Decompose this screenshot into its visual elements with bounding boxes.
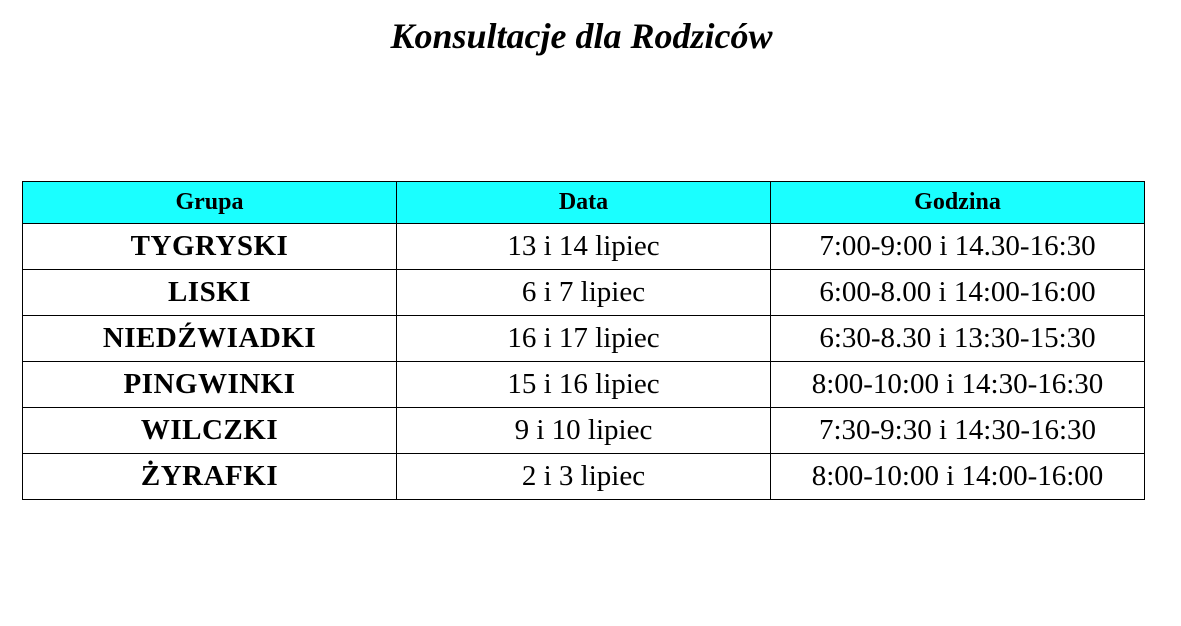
column-header-hours: Godzina (771, 182, 1145, 224)
hours-cell: 6:30-8.30 i 13:30-15:30 (771, 316, 1145, 362)
hours-cell: 7:30-9:30 i 14:30-16:30 (771, 408, 1145, 454)
table-row (23, 224, 1145, 270)
group-cell: NIEDŹWIADKI (23, 316, 397, 362)
table-row (23, 270, 1145, 316)
date-cell: 16 i 17 lipiec (397, 316, 771, 362)
group-cell: ŻYRAFKI (23, 454, 397, 500)
table-header-row (23, 182, 1145, 224)
group-cell: TYGRYSKI (23, 224, 397, 270)
date-cell: 13 i 14 lipiec (397, 224, 771, 270)
hours-cell: 8:00-10:00 i 14:00-16:00 (771, 454, 1145, 500)
date-cell: 9 i 10 lipiec (397, 408, 771, 454)
consultation-table (22, 181, 1145, 500)
date-cell: 15 i 16 lipiec (397, 362, 771, 408)
group-cell: PINGWINKI (23, 362, 397, 408)
hours-cell: 6:00-8.00 i 14:00-16:00 (771, 270, 1145, 316)
table-row (23, 454, 1145, 500)
group-cell: LISKI (23, 270, 397, 316)
date-cell: 2 i 3 lipiec (397, 454, 771, 500)
hours-cell: 7:00-9:00 i 14.30-16:30 (771, 224, 1145, 270)
date-cell: 6 i 7 lipiec (397, 270, 771, 316)
table-row (23, 362, 1145, 408)
table-row (23, 316, 1145, 362)
page-title: Konsultacje dla Rodziców (390, 16, 773, 56)
column-header-date: Data (397, 182, 771, 224)
group-cell: WILCZKI (23, 408, 397, 454)
table-row (23, 408, 1145, 454)
hours-cell: 8:00-10:00 i 14:30-16:30 (771, 362, 1145, 408)
column-header-group: Grupa (23, 182, 397, 224)
